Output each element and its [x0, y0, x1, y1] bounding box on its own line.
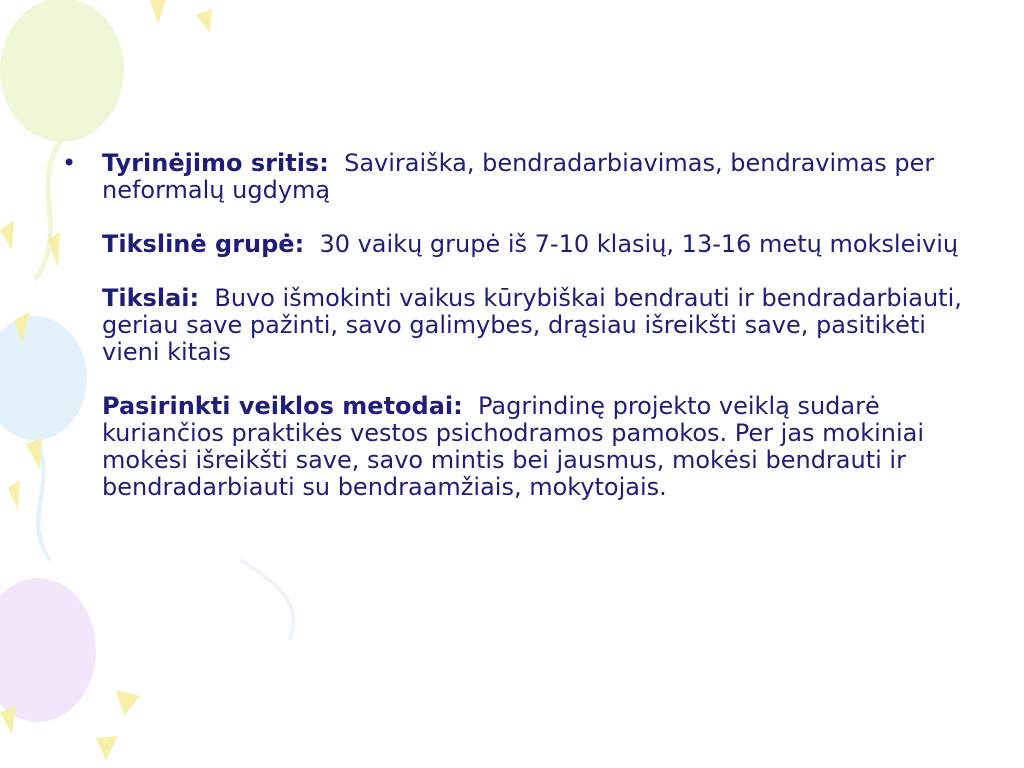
- confetti-piece: [26, 438, 42, 470]
- goals-paragraph: [102, 285, 982, 366]
- confetti-piece: [196, 9, 212, 33]
- confetti-piece: [8, 480, 20, 510]
- research-area-paragraph: [102, 150, 982, 204]
- confetti-piece: [150, 0, 166, 24]
- methods-paragraph: [102, 393, 982, 501]
- bullet-marker: •: [62, 149, 77, 177]
- confetti-piece: [0, 220, 14, 250]
- slide-body: [62, 150, 982, 501]
- target-group-paragraph: [102, 231, 982, 258]
- faint-string: [240, 560, 293, 640]
- confetti-piece: [48, 232, 60, 268]
- target-group-label: Tikslinė grupė:: [102, 230, 305, 258]
- blue-balloon-string: [35, 440, 50, 560]
- research-area-text: Saviraiška, bendradarbiavimas, bendravimas per neformalų ugdymą: [102, 149, 935, 204]
- green-balloon-string: [35, 142, 60, 280]
- green-balloon: [0, 0, 124, 142]
- bullet-paragraphs: [102, 150, 982, 501]
- methods-label: Pasirinkti veiklos metodai:: [102, 392, 463, 420]
- purple-balloon: [0, 578, 96, 722]
- confetti-piece: [96, 736, 118, 760]
- bullet-list-item: [62, 150, 982, 501]
- methods-text: Pagrindinę projekto veiklą sudarė kuriančios praktikės vestos psichodramos pamokos. Per jas mokiniai mokėsi išreikšti save, savo mintis bei jausmus, mokėsi bendrauti ir bendradarbiauti su bendraamžiais, mokytojais.: [102, 392, 925, 501]
- target-group-text: 30 vaikų grupė iš 7-10 klasių, 13-16 metų moksleivių: [319, 230, 959, 258]
- confetti-piece: [116, 690, 140, 716]
- confetti-piece: [14, 312, 30, 342]
- research-area-label: Tyrinėjimo sritis:: [102, 149, 329, 177]
- goals-label: Tikslai:: [102, 284, 200, 312]
- confetti-piece: [0, 706, 16, 734]
- goals-text: Buvo išmokinti vaikus kūrybiškai bendrauti ir bendradarbiauti, geriau save pažinti, savo galimybes, drąsiau išreikšti save, pasitikėti vieni kitais: [102, 284, 962, 366]
